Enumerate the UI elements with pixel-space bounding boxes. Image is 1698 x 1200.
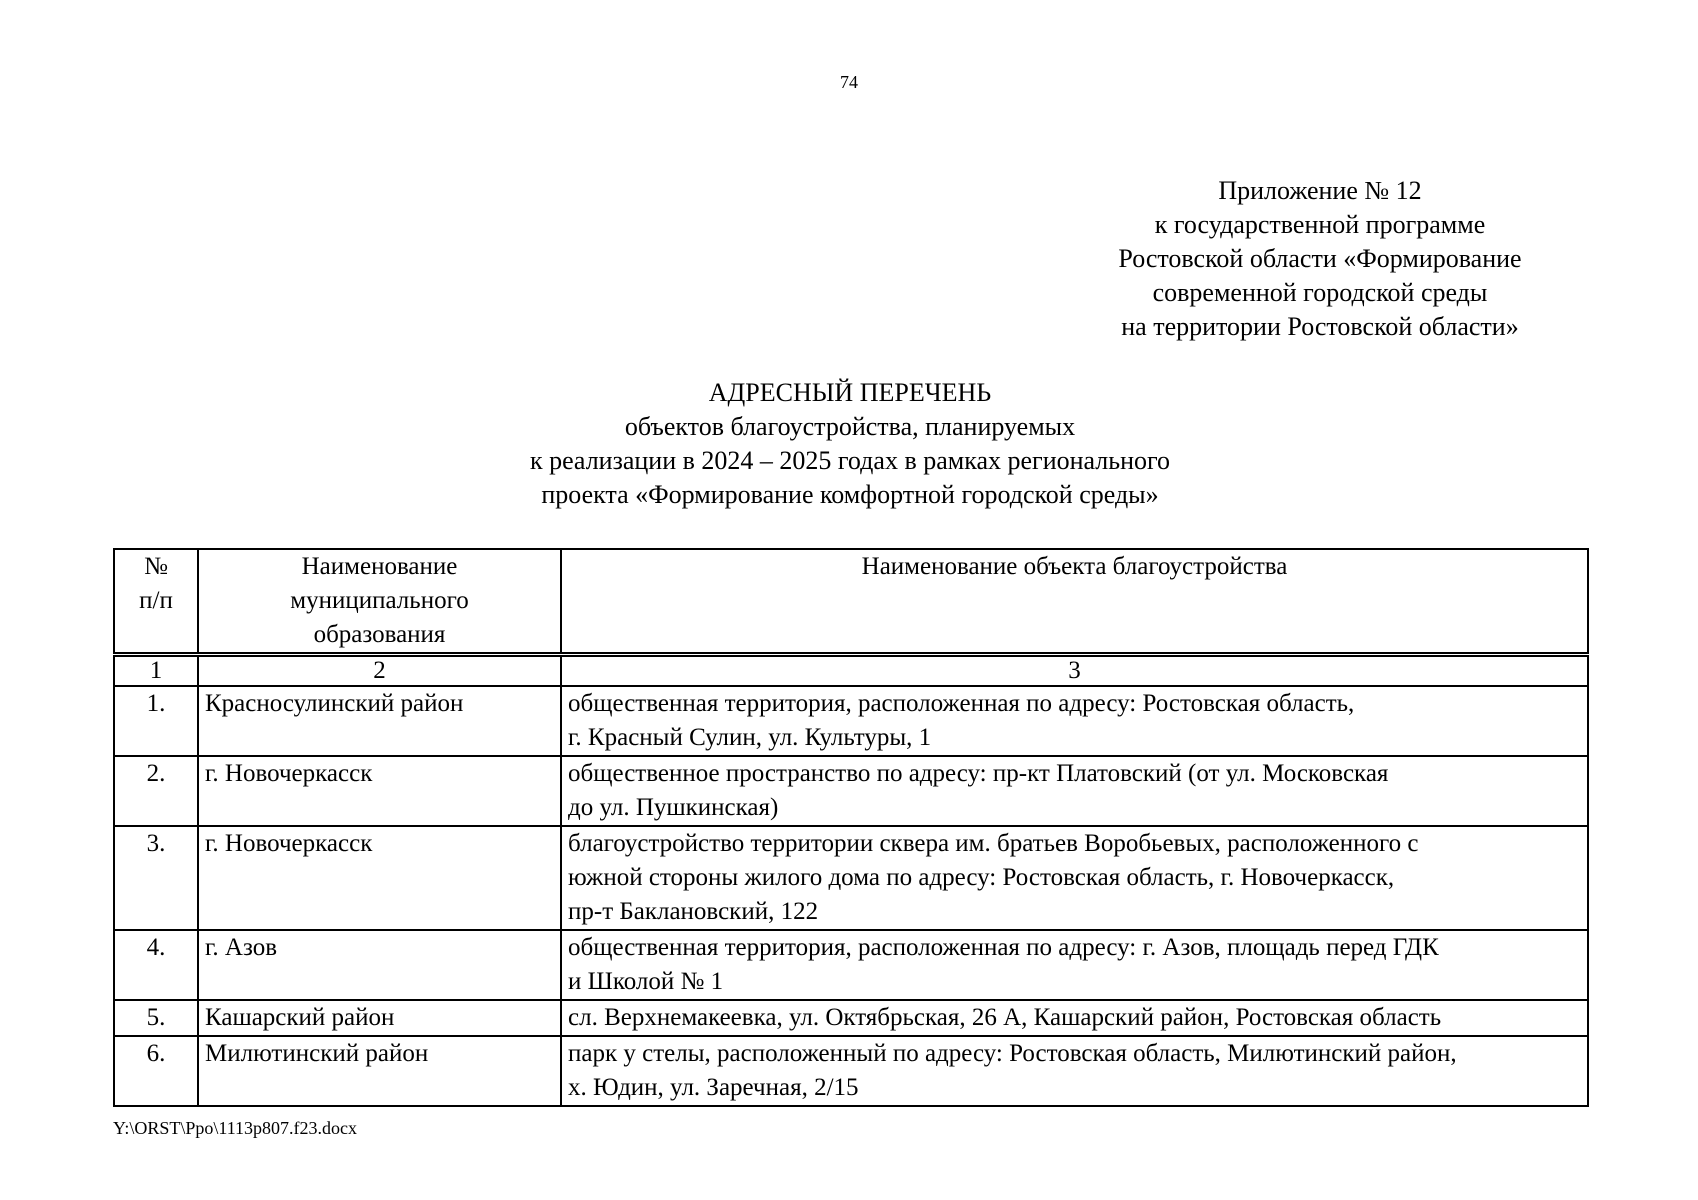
appendix-line: современной городской среды (1152, 278, 1488, 307)
title-line: проекта «Формирование комфортной городской среды» (541, 480, 1159, 509)
row-municipality: Кашарский район (198, 1000, 561, 1036)
row-municipality: г. Азов (198, 930, 561, 1000)
address-table (113, 548, 1589, 1107)
row-number: 4. (114, 930, 198, 1000)
title-line: объектов благоустройства, планируемых (624, 412, 1076, 441)
row-number: 6. (114, 1036, 198, 1106)
row-municipality: г. Новочеркасск (198, 826, 561, 930)
address-table-container (113, 548, 1587, 1107)
title-line: АДРЕСНЫЙ ПЕРЕЧЕНЬ (708, 378, 992, 407)
table-row (114, 756, 1588, 826)
appendix-line: Ростовской области «Формирование (1118, 244, 1522, 273)
column-number-row (114, 655, 1588, 687)
row-object: сл. Верхнемакеевка, ул. Октябрьская, 26 А, Кашарский район, Ростовская область (561, 1000, 1588, 1036)
header-object: Наименование объекта благоустройства (561, 549, 1588, 655)
header-municipality: Наименование муниципального образования (198, 549, 561, 655)
row-municipality: г. Новочеркасск (198, 756, 561, 826)
title-line: к реализации в 2024 – 2025 годах в рамках регионального (529, 446, 1171, 475)
page-number: 74 (840, 72, 858, 92)
row-municipality: Милютинский район (198, 1036, 561, 1106)
row-number: 5. (114, 1000, 198, 1036)
column-number: 3 (561, 655, 1588, 687)
row-object: благоустройство территории сквера им. братьев Воробьевых, расположенного с южной стороны жилого дома по адресу: Ростовская область, г. Новочеркасск, пр-т Баклановский, 122 (561, 826, 1588, 930)
column-number: 2 (198, 655, 561, 687)
table-row (114, 686, 1588, 756)
appendix-line: на территории Ростовской области» (1121, 312, 1519, 341)
column-number: 1 (114, 655, 198, 687)
document-title (350, 376, 1350, 512)
row-number: 3. (114, 826, 198, 930)
row-object: парк у стелы, расположенный по адресу: Ростовская область, Милютинский район, х. Юдин, ул. Заречная, 2/15 (561, 1036, 1588, 1106)
row-number: 1. (114, 686, 198, 756)
appendix-line: к государственной программе (1154, 210, 1486, 239)
table-row (114, 1036, 1588, 1106)
table-row (114, 1000, 1588, 1036)
row-number: 2. (114, 756, 198, 826)
table-row (114, 930, 1588, 1000)
row-object: общественная территория, расположенная по адресу: Ростовская область, г. Красный Сулин, ул. Культуры, 1 (561, 686, 1588, 756)
file-path-footer: Y:\ORST\Ppo\1113p807.f23.docx (113, 1118, 358, 1138)
row-municipality: Красносулинский район (198, 686, 561, 756)
table-header-row (114, 549, 1588, 655)
row-object: общественная территория, расположенная по адресу: г. Азов, площадь перед ГДК и Школой № 1 (561, 930, 1588, 1000)
appendix-line: Приложение № 12 (1218, 176, 1422, 205)
table-row (114, 826, 1588, 930)
header-number: № п/п (114, 549, 198, 655)
appendix-block (1100, 174, 1540, 344)
row-object: общественное пространство по адресу: пр-кт Платовский (от ул. Московская до ул. Пушкинская) (561, 756, 1588, 826)
